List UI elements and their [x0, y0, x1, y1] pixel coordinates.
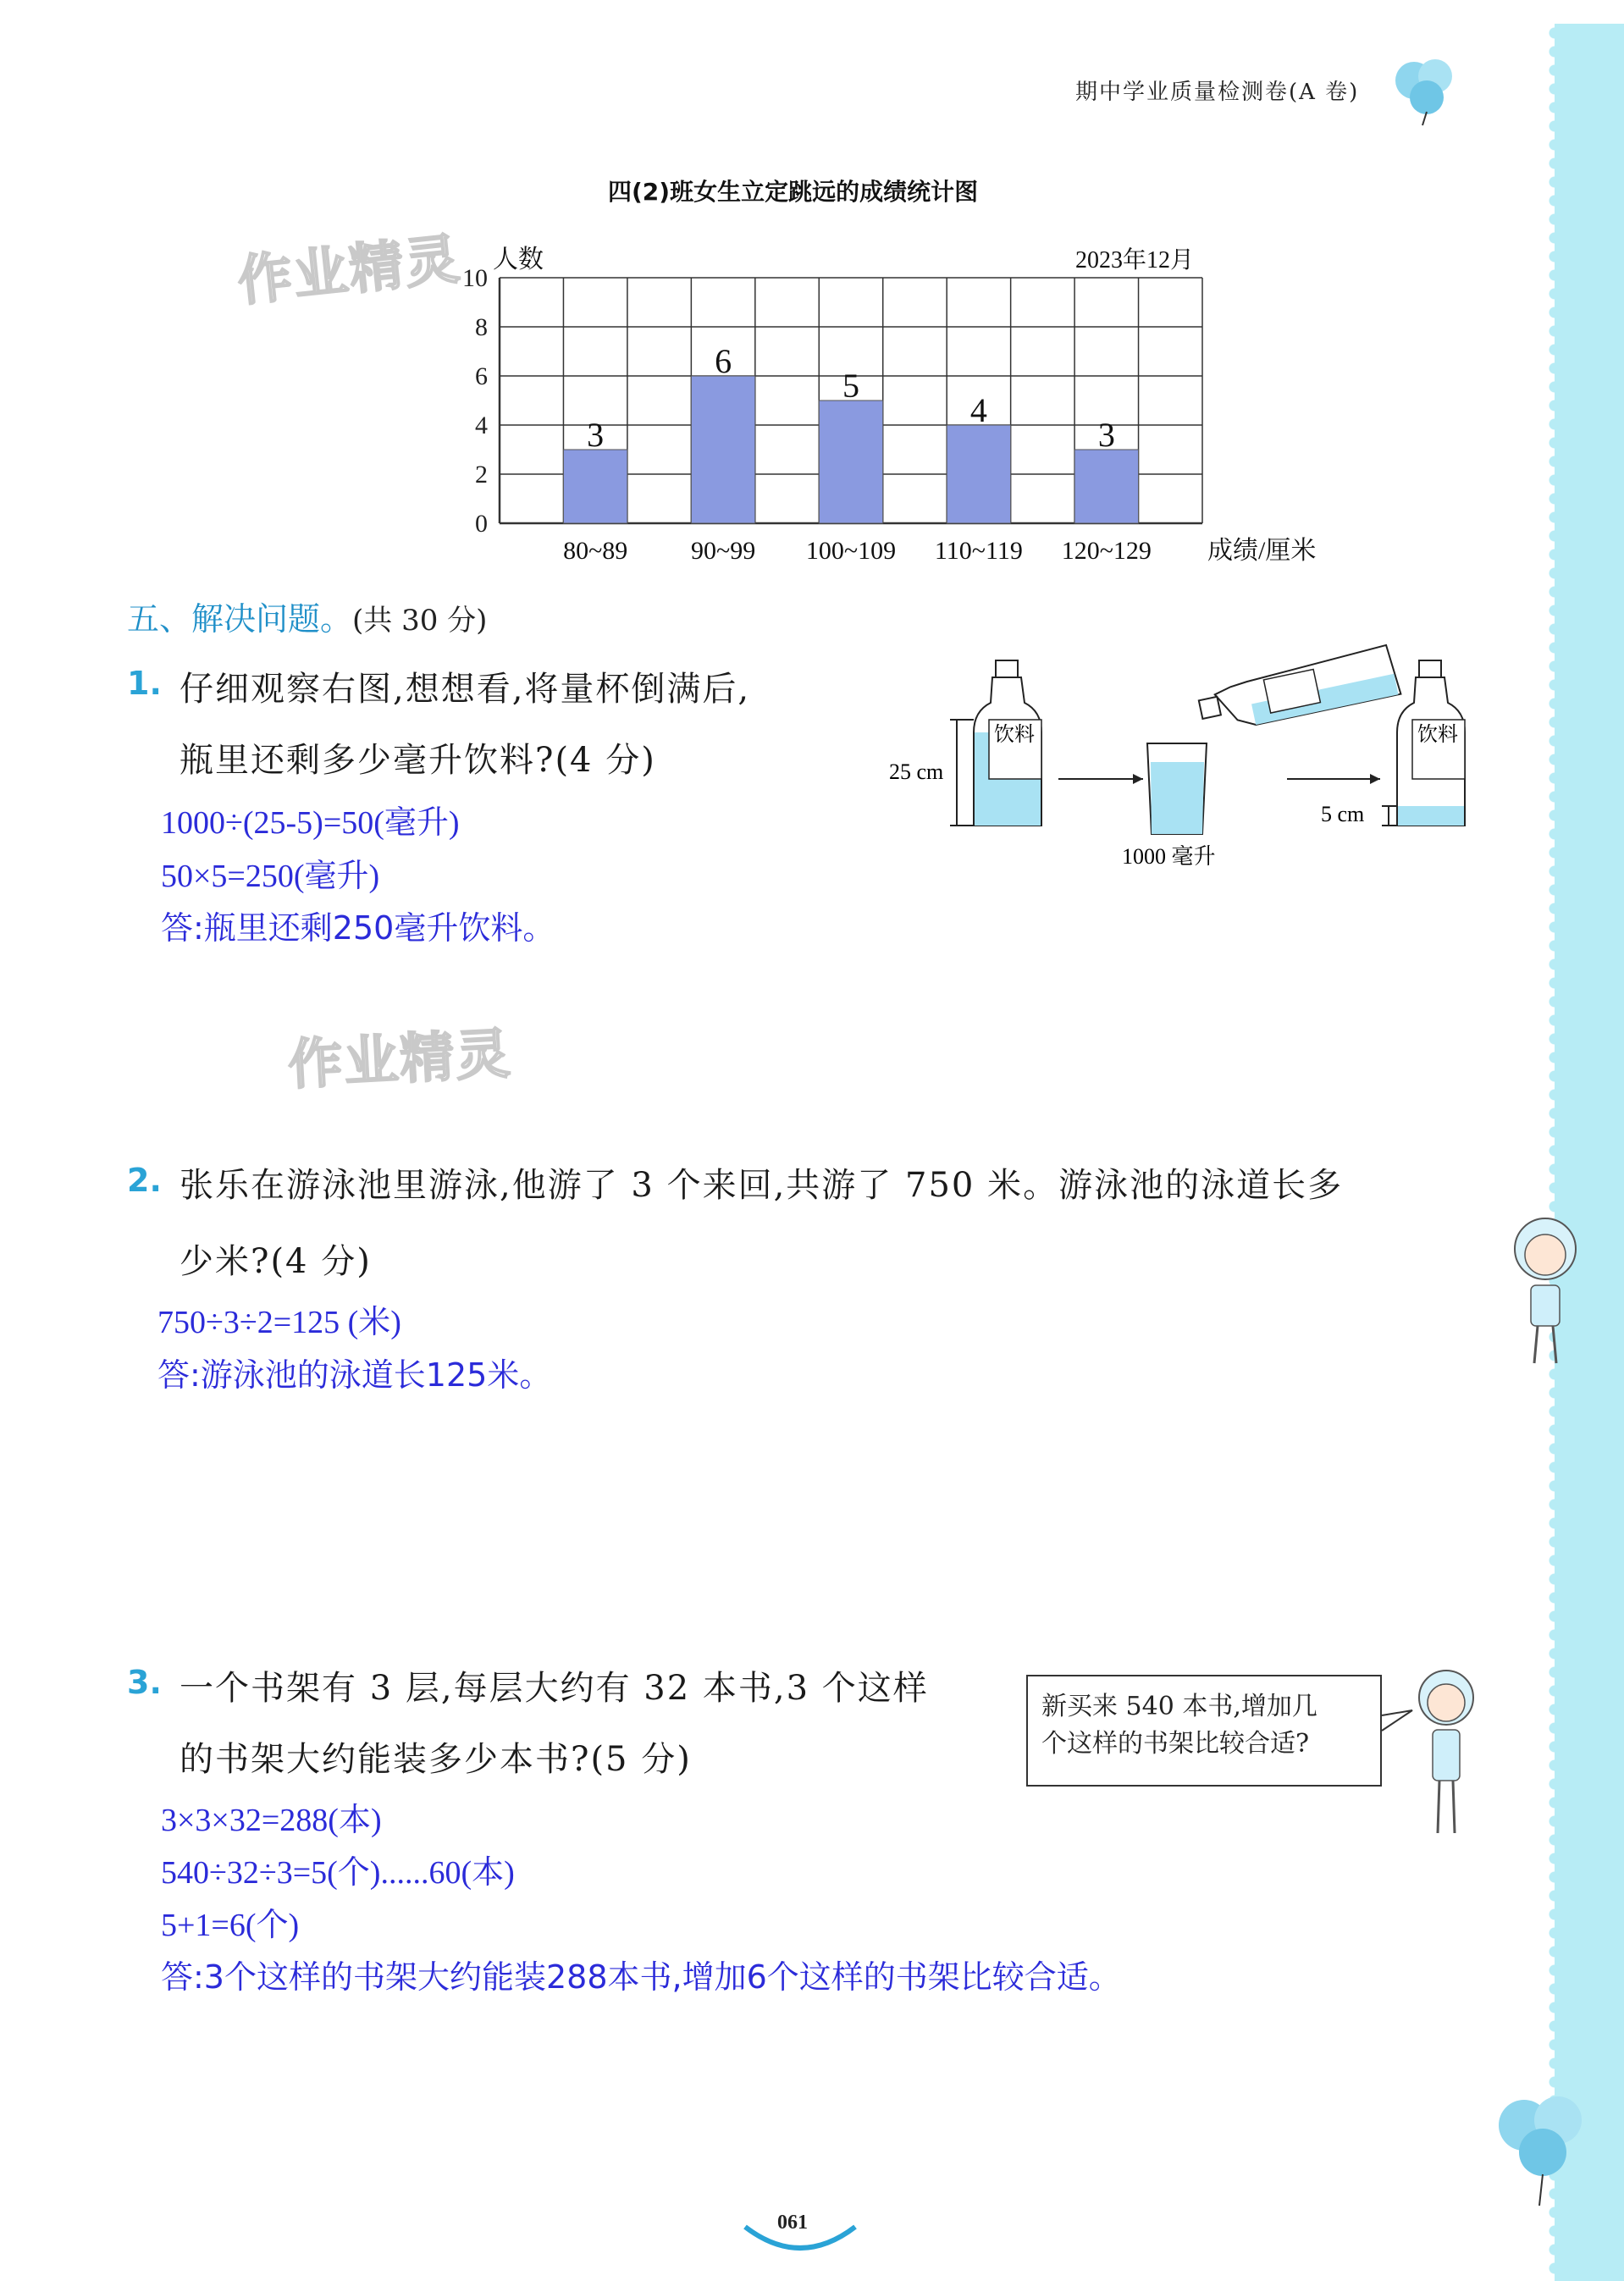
watermark: 作业精灵	[286, 1023, 514, 1097]
chart-date: 2023年12月	[1074, 247, 1194, 273]
bar	[947, 425, 1010, 523]
answer-line: 3×3×32=288(本)	[161, 1803, 382, 1838]
y-tick-label: 8	[475, 313, 488, 341]
girl-illustration-icon	[1406, 1664, 1490, 1842]
bar-chart	[440, 203, 1317, 567]
bubble-text: 个这样的书架比较合适?	[1041, 1729, 1310, 1759]
y-axis-title: 人数	[493, 246, 544, 273]
watermark: 作业精灵	[235, 228, 464, 314]
chart-title: 四(2)班女生立定跳远的成绩统计图	[608, 178, 979, 206]
bottle-label: 饮料	[1417, 724, 1458, 746]
question-text: 张乐在游泳池里游泳,他游了 3 个来回,共游了 750 米。游泳池的泳道长多	[180, 1166, 1344, 1205]
y-tick-label: 0	[475, 510, 488, 538]
bar	[563, 450, 627, 523]
bar	[691, 376, 754, 523]
decorative-band-scallop	[1543, 24, 1555, 2281]
x-tick-label: 110~119	[934, 537, 1023, 565]
y-tick-label: 4	[475, 411, 488, 439]
answer-line: 答:3个这样的书架大约能装288本书,增加6个这样的书架比较合适。	[161, 1958, 1121, 1996]
answer-line: 750÷3÷2=125 (米)	[157, 1305, 401, 1340]
question-number: 3.	[127, 1664, 162, 1701]
question-text: 瓶里还剩多少毫升饮料?(4 分)	[180, 741, 656, 780]
section-title: 五、解决问题。	[127, 600, 353, 638]
girl-illustration-icon	[1499, 1211, 1592, 1372]
y-tick-label: 2	[475, 461, 488, 489]
question-number: 2.	[127, 1162, 162, 1199]
question-number: 1.	[127, 665, 162, 702]
page-number-ornament	[737, 2210, 864, 2261]
answer-line: 答:游泳池的泳道长125米。	[157, 1356, 552, 1394]
decorative-side-band	[1555, 24, 1624, 2281]
question-text: 的书架大约能装多少本书?(5 分)	[180, 1740, 692, 1779]
bar	[819, 400, 882, 523]
answer-line: 50×5=250(毫升)	[161, 859, 380, 894]
bar-value-label: 3	[1097, 416, 1115, 454]
bar-value-label: 6	[715, 342, 732, 380]
x-axis-title: 成绩/厘米	[1207, 537, 1317, 565]
bar-value-label: 5	[842, 367, 859, 405]
page-number: 061	[777, 2212, 808, 2234]
bar	[1074, 450, 1138, 523]
question-text: 一个书架有 3 层,每层大约有 32 本书,3 个这样	[180, 1669, 929, 1708]
height-label-25: 25 cm	[889, 759, 944, 784]
cup-volume-label: 1000 毫升	[1122, 844, 1216, 869]
bubble-text: 新买来 540 本书,增加几	[1041, 1692, 1317, 1721]
x-tick-label: 80~89	[563, 537, 628, 565]
balloon-decoration-icon	[1490, 2083, 1600, 2210]
y-tick-label: 6	[475, 362, 488, 390]
question-text: 仔细观察右图,想想看,将量杯倒满后,	[180, 670, 751, 709]
answer-line: 540÷32÷3=5(个)......60(本)	[161, 1855, 515, 1891]
section-heading	[127, 593, 487, 639]
x-tick-label: 90~99	[690, 537, 756, 565]
answer-line: 5+1=6(个)	[161, 1908, 300, 1943]
bottle-cup-figure	[889, 652, 1499, 881]
bottle-label: 饮料	[994, 724, 1035, 746]
page-header-title: 期中学业质量检测卷(A 卷)	[1075, 80, 1360, 105]
tilted-bottle-icon	[1196, 644, 1400, 736]
x-tick-label: 100~109	[805, 537, 897, 565]
answer-line: 1000÷(25-5)=50(毫升)	[161, 805, 460, 841]
bar-value-label: 4	[969, 391, 987, 429]
bar-value-label: 3	[587, 416, 605, 454]
measuring-cup-icon	[1147, 743, 1207, 834]
y-tick-label: 10	[462, 264, 488, 292]
balloon-decoration-icon	[1389, 51, 1465, 127]
x-tick-label: 120~129	[1061, 537, 1152, 565]
speech-bubble	[1026, 1675, 1382, 1787]
answer-line: 答:瓶里还剩250毫升饮料。	[161, 909, 555, 947]
section-points: (共 30 分)	[352, 604, 488, 638]
height-label-5: 5 cm	[1321, 802, 1365, 826]
question-text: 少米?(4 分)	[180, 1242, 372, 1281]
